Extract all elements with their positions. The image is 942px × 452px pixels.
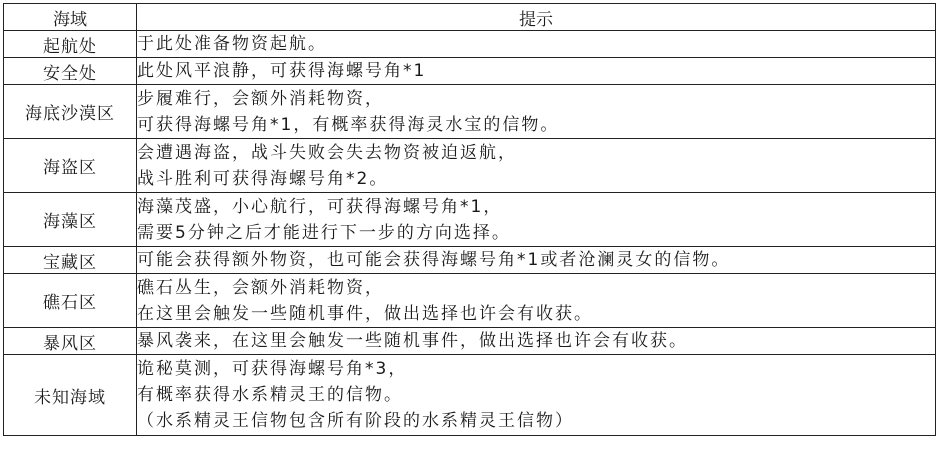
table-row <box>4 328 936 355</box>
hint-line: 于此处准备物资起航。 <box>137 34 327 54</box>
table-row <box>4 31 936 58</box>
table-row <box>4 85 936 139</box>
hint-line: 海藻茂盛，小心航行，可获得海螺号角*1， <box>137 196 503 217</box>
hint-line: 需要5分钟之后才能进行下一步的方向选择。 <box>137 222 511 243</box>
table-row <box>4 139 936 193</box>
region-name: 暴风区 <box>4 328 137 355</box>
table-row <box>4 355 936 436</box>
hint-line: 有概率获得水系精灵王的信物。 <box>137 385 403 405</box>
region-hint <box>137 139 936 193</box>
header-region: 海域 <box>4 4 137 31</box>
region-hint <box>137 58 936 85</box>
hint-line: 暴风袭来，在这里会触发一些随机事件，做出选择也许会有收获。 <box>137 331 688 351</box>
header-hint: 提示 <box>137 4 936 31</box>
region-name: 海底沙漠区 <box>4 85 137 139</box>
header-row <box>4 4 936 31</box>
region-name: 礁石区 <box>4 274 137 328</box>
table-row <box>4 247 936 274</box>
table-row <box>4 193 936 247</box>
region-hint <box>137 247 936 274</box>
hint-line: 诡秘莫测，可获得海螺号角*3， <box>137 359 408 379</box>
hint-line: 战斗胜利可获得海螺号角*2。 <box>137 168 389 189</box>
region-hint <box>137 274 936 328</box>
region-name: 未知海域 <box>4 355 137 436</box>
table-row <box>4 274 936 328</box>
hint-line: 在这里会触发一些随机事件，做出选择也许会有收获。 <box>137 303 593 324</box>
hint-line: 可获得海螺号角*1，有概率获得海灵水宝的信物。 <box>137 114 560 135</box>
region-hint <box>137 328 936 355</box>
hint-line: 可能会获得额外物资，也可能会获得海螺号角*1或者沧澜灵女的信物。 <box>137 250 731 270</box>
region-hint <box>137 193 936 247</box>
hint-line: 礁石丛生，会额外消耗物资， <box>137 277 384 298</box>
hint-line: 此处风平浪静，可获得海螺号角*1 <box>137 61 427 81</box>
region-hint <box>137 31 936 58</box>
region-name: 安全处 <box>4 58 137 85</box>
region-hint <box>137 85 936 139</box>
region-name: 起航处 <box>4 31 137 58</box>
region-name: 宝藏区 <box>4 247 137 274</box>
region-hint <box>137 355 936 436</box>
sea-region-table <box>3 3 936 436</box>
hint-line: 步履难行，会额外消耗物资， <box>137 88 384 109</box>
table-row <box>4 58 936 85</box>
hint-line: 会遭遇海盗，战斗失败会失去物资被迫返航， <box>137 142 517 163</box>
region-name: 海盗区 <box>4 139 137 193</box>
hint-line: （水系精灵王信物包含所有阶段的水系精灵王信物） <box>137 411 574 431</box>
region-name: 海藻区 <box>4 193 137 247</box>
